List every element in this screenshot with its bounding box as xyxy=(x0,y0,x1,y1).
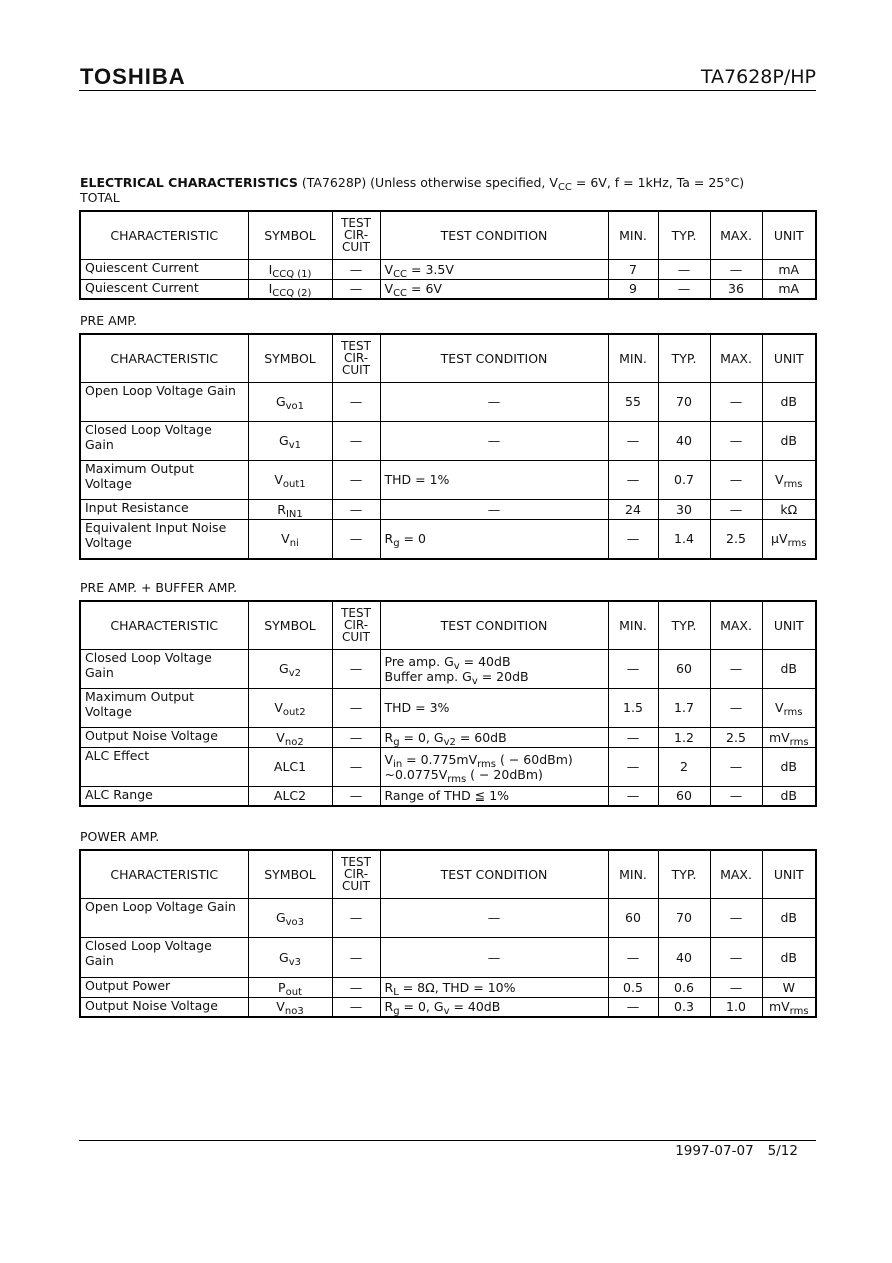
condition-sub: rms xyxy=(447,773,467,785)
test-condition-cell xyxy=(380,460,608,499)
symbol-sub: CCQ (1) xyxy=(272,268,312,280)
unit-sub: rms xyxy=(783,479,803,490)
unit-cell xyxy=(762,977,816,997)
max-cell: — xyxy=(710,382,762,421)
min-cell: 1.5 xyxy=(608,688,658,727)
max-cell: 2.5 xyxy=(710,727,762,747)
test-condition-cell xyxy=(380,499,608,519)
col-header-unit: UNIT xyxy=(762,334,816,382)
col-header-min: MIN. xyxy=(608,211,658,259)
col-header-max: MAX. xyxy=(710,334,762,382)
symbol-sub: no3 xyxy=(284,1006,304,1018)
characteristic-cell: Input Resistance xyxy=(80,499,248,519)
symbol-text: I xyxy=(268,261,273,277)
unit-cell xyxy=(762,898,816,937)
condition-text: — xyxy=(487,501,501,517)
symbol-text: R xyxy=(277,501,286,517)
symbol-sub: no2 xyxy=(284,736,304,748)
characteristic-cell: Output Noise Voltage xyxy=(80,727,248,747)
max-cell: — xyxy=(710,421,762,460)
table-row xyxy=(80,382,816,421)
condition-text: = 3.5V xyxy=(407,261,454,277)
unit-cell xyxy=(762,460,816,499)
min-cell: 55 xyxy=(608,382,658,421)
typ-cell: 30 xyxy=(658,499,710,519)
symbol-text: V xyxy=(281,531,290,547)
table-row xyxy=(80,460,816,499)
section-label-pre-amp: PRE AMP. xyxy=(80,313,137,328)
max-cell: — xyxy=(710,898,762,937)
unit-text: mA xyxy=(778,281,800,297)
symbol-text: V xyxy=(276,729,285,745)
test-circuit-cell: — xyxy=(332,499,380,519)
col-header-typ: TYP. xyxy=(658,601,710,649)
characteristic-cell: Maximum Output Voltage xyxy=(80,460,248,499)
table-total xyxy=(79,210,817,300)
symbol-cell xyxy=(248,460,332,499)
condition-sub: rms xyxy=(477,758,497,770)
condition-text: = 0.775mV xyxy=(402,751,478,767)
typ-cell: 2 xyxy=(658,747,710,786)
symbol-text: P xyxy=(278,979,286,995)
section-intro xyxy=(80,175,744,205)
min-cell: — xyxy=(608,937,658,977)
unit-text: V xyxy=(775,472,784,487)
max-cell: 1.0 xyxy=(710,997,762,1017)
max-cell: — xyxy=(710,649,762,688)
test-condition-cell xyxy=(380,747,608,786)
characteristic-cell: Quiescent Current xyxy=(80,279,248,299)
symbol-cell xyxy=(248,279,332,299)
typ-cell: 60 xyxy=(658,649,710,688)
symbol-text: V xyxy=(276,999,285,1015)
test-circuit-cell: — xyxy=(332,259,380,279)
min-cell: — xyxy=(608,727,658,747)
test-circuit-cell: — xyxy=(332,421,380,460)
test-circuit-cell: — xyxy=(332,786,380,806)
col-header-unit: UNIT xyxy=(762,211,816,259)
condition-sub: g xyxy=(393,736,400,748)
test-condition-cell xyxy=(380,421,608,460)
symbol-sub: ni xyxy=(289,538,299,550)
max-cell: 36 xyxy=(710,279,762,299)
col-header-min: MIN. xyxy=(608,334,658,382)
test-circuit-cell: — xyxy=(332,519,380,559)
condition-sub: CC xyxy=(393,268,408,280)
unit-cell xyxy=(762,382,816,421)
max-cell: — xyxy=(710,460,762,499)
max-cell: — xyxy=(710,937,762,977)
unit-sub: rms xyxy=(783,707,803,718)
test-condition-cell xyxy=(380,382,608,421)
min-cell: — xyxy=(608,519,658,559)
table-row xyxy=(80,499,816,519)
table-row xyxy=(80,421,816,460)
col-header-characteristic: CHARACTERISTIC xyxy=(80,601,248,649)
col-header-unit: UNIT xyxy=(762,601,816,649)
test-condition-cell xyxy=(380,997,608,1017)
min-cell: 60 xyxy=(608,898,658,937)
min-cell: — xyxy=(608,747,658,786)
test-condition-cell xyxy=(380,259,608,279)
condition-text: R xyxy=(384,729,394,745)
col-header-symbol: SYMBOL xyxy=(248,334,332,382)
intro-sub: CC xyxy=(557,182,572,193)
condition-sub: L xyxy=(393,986,399,998)
condition-text: = 0, G xyxy=(399,999,444,1015)
col-header-typ: TYP. xyxy=(658,211,710,259)
col-header-test-condition: TEST CONDITION xyxy=(380,334,608,382)
symbol-cell xyxy=(248,898,332,937)
condition-text: = 6V xyxy=(407,281,442,297)
typ-cell: 0.7 xyxy=(658,460,710,499)
unit-text: dB xyxy=(780,394,797,409)
characteristic-cell: Quiescent Current xyxy=(80,259,248,279)
condition-text: R xyxy=(384,531,394,547)
table-pre-buffer-amp xyxy=(79,600,817,807)
unit-sub: rms xyxy=(789,1006,809,1018)
footer-rule xyxy=(79,1140,816,1141)
section-label-pre-buffer: PRE AMP. + BUFFER AMP. xyxy=(80,580,237,595)
part-number: TA7628P/HP xyxy=(700,66,816,88)
symbol-sub: IN1 xyxy=(285,508,303,520)
condition-text: = 0, G xyxy=(399,729,444,745)
footer-page: 5/12 xyxy=(767,1143,798,1159)
test-condition-cell xyxy=(380,688,608,727)
test-condition-cell xyxy=(380,937,608,977)
col-header-test-circuit: TEST CIR- CUIT xyxy=(332,850,380,898)
table-row xyxy=(80,937,816,977)
symbol-text: G xyxy=(279,433,289,448)
symbol-cell xyxy=(248,382,332,421)
footer xyxy=(661,1143,798,1159)
symbol-cell xyxy=(248,977,332,997)
condition-text: V xyxy=(384,281,394,297)
condition-sub: v xyxy=(471,675,478,687)
col-header-characteristic: CHARACTERISTIC xyxy=(80,211,248,259)
col-header-characteristic: CHARACTERISTIC xyxy=(80,850,248,898)
max-cell: — xyxy=(710,499,762,519)
test-circuit-cell: — xyxy=(332,727,380,747)
symbol-sub: out xyxy=(285,986,302,998)
unit-cell xyxy=(762,997,816,1017)
col-header-test-condition: TEST CONDITION xyxy=(380,211,608,259)
unit-text: dB xyxy=(780,433,797,448)
max-cell: — xyxy=(710,786,762,806)
condition-text: V xyxy=(384,261,394,277)
characteristic-cell: Open Loop Voltage Gain xyxy=(80,898,248,937)
symbol-cell xyxy=(248,421,332,460)
table-row xyxy=(80,519,816,559)
symbol-text: G xyxy=(279,661,289,676)
min-cell: — xyxy=(608,460,658,499)
typ-cell: 1.7 xyxy=(658,688,710,727)
table-row xyxy=(80,649,816,688)
symbol-cell xyxy=(248,519,332,559)
unit-text: mV xyxy=(768,999,790,1015)
condition-text: — xyxy=(487,949,501,965)
unit-text: kΩ xyxy=(780,501,798,517)
unit-cell xyxy=(762,786,816,806)
min-cell: — xyxy=(608,997,658,1017)
characteristic-cell: Closed Loop Voltage Gain xyxy=(80,937,248,977)
symbol-text: ALC2 xyxy=(273,788,307,804)
company-logo: TOSHIBA xyxy=(80,64,186,89)
symbol-sub: out2 xyxy=(282,707,306,718)
typ-cell: — xyxy=(658,279,710,299)
condition-line xyxy=(384,668,604,687)
condition-text: Range of THD ≦ 1% xyxy=(384,788,510,804)
test-circuit-cell: — xyxy=(332,382,380,421)
condition-sub: v xyxy=(453,660,460,672)
test-condition-cell xyxy=(380,898,608,937)
condition-sub: v xyxy=(443,1006,450,1018)
characteristic-cell: ALC Range xyxy=(80,786,248,806)
min-cell: 24 xyxy=(608,499,658,519)
symbol-sub: CCQ (2) xyxy=(272,288,312,300)
col-header-typ: TYP. xyxy=(658,850,710,898)
col-header-symbol: SYMBOL xyxy=(248,211,332,259)
unit-cell xyxy=(762,519,816,559)
test-circuit-cell: — xyxy=(332,279,380,299)
characteristic-cell: Maximum Output Voltage xyxy=(80,688,248,727)
unit-text: dB xyxy=(780,661,797,676)
table-row xyxy=(80,279,816,299)
symbol-sub: out1 xyxy=(282,479,306,490)
test-circuit-cell: — xyxy=(332,688,380,727)
section-label-power-amp: POWER AMP. xyxy=(80,829,160,844)
condition-text: = 0 xyxy=(399,531,426,547)
symbol-sub: v3 xyxy=(288,956,301,968)
col-header-test-condition: TEST CONDITION xyxy=(380,601,608,649)
characteristic-cell: ALC Effect xyxy=(80,747,248,786)
symbol-cell xyxy=(248,688,332,727)
condition-text: — xyxy=(487,433,501,448)
characteristic-cell: Open Loop Voltage Gain xyxy=(80,382,248,421)
col-header-symbol: SYMBOL xyxy=(248,601,332,649)
col-header-max: MAX. xyxy=(710,850,762,898)
typ-cell: 1.2 xyxy=(658,727,710,747)
symbol-text: V xyxy=(274,700,283,715)
unit-cell xyxy=(762,747,816,786)
footer-date: 1997-07-07 xyxy=(675,1143,754,1159)
condition-text: R xyxy=(384,999,394,1015)
typ-cell: 60 xyxy=(658,786,710,806)
unit-text: dB xyxy=(780,910,797,925)
unit-text: V xyxy=(775,700,784,715)
table-row xyxy=(80,259,816,279)
header-rule xyxy=(79,90,816,91)
test-circuit-cell: — xyxy=(332,997,380,1017)
min-cell: — xyxy=(608,786,658,806)
table-pre-amp xyxy=(79,333,817,560)
characteristic-cell: Output Noise Voltage xyxy=(80,997,248,1017)
condition-text: = 40dB xyxy=(459,653,511,669)
unit-cell xyxy=(762,259,816,279)
test-circuit-cell: — xyxy=(332,747,380,786)
characteristic-cell: Closed Loop Voltage Gain xyxy=(80,649,248,688)
symbol-text: G xyxy=(279,949,289,965)
test-condition-cell xyxy=(380,279,608,299)
intro-text: (TA7628P) (Unless otherwise specified, V xyxy=(297,175,558,190)
typ-cell: 1.4 xyxy=(658,519,710,559)
symbol-cell xyxy=(248,997,332,1017)
condition-text: = 60dB xyxy=(455,729,507,745)
condition-sub: g xyxy=(393,1006,400,1018)
condition-text: THD = 1% xyxy=(384,472,450,487)
characteristic-cell: Equivalent Input Noise Voltage xyxy=(80,519,248,559)
unit-text: dB xyxy=(780,759,797,774)
typ-cell: 40 xyxy=(658,421,710,460)
condition-text: = 8Ω, THD = 10% xyxy=(398,979,516,995)
condition-sub: CC xyxy=(393,288,408,300)
symbol-sub: v1 xyxy=(288,440,301,451)
condition-text: ~0.0775V xyxy=(384,766,448,782)
table-power-amp xyxy=(79,849,817,1018)
condition-text: THD = 3% xyxy=(384,700,450,715)
test-circuit-cell: — xyxy=(332,898,380,937)
symbol-text: ALC1 xyxy=(273,759,307,774)
symbol-cell xyxy=(248,937,332,977)
typ-cell: 0.6 xyxy=(658,977,710,997)
test-circuit-cell: — xyxy=(332,649,380,688)
condition-text: — xyxy=(487,394,501,409)
col-header-test-circuit: TEST CIR- CUIT xyxy=(332,334,380,382)
min-cell: 7 xyxy=(608,259,658,279)
test-condition-cell xyxy=(380,727,608,747)
characteristic-cell: Output Power xyxy=(80,977,248,997)
unit-cell xyxy=(762,727,816,747)
unit-text: μV xyxy=(771,531,788,547)
condition-text: Buffer amp. G xyxy=(384,668,472,684)
max-cell: — xyxy=(710,688,762,727)
symbol-text: I xyxy=(268,281,273,297)
condition-sub: in xyxy=(393,758,403,770)
symbol-text: G xyxy=(275,910,286,925)
condition-text: = 40dB xyxy=(449,999,501,1015)
col-header-symbol: SYMBOL xyxy=(248,850,332,898)
table-row xyxy=(80,898,816,937)
condition-text: = 20dB xyxy=(477,668,529,684)
table-row xyxy=(80,977,816,997)
condition-sub: v2 xyxy=(443,736,456,748)
col-header-typ: TYP. xyxy=(658,334,710,382)
unit-cell xyxy=(762,279,816,299)
header-row xyxy=(80,601,816,649)
header-row xyxy=(80,850,816,898)
unit-cell xyxy=(762,649,816,688)
min-cell: 9 xyxy=(608,279,658,299)
max-cell: — xyxy=(710,977,762,997)
test-condition-cell xyxy=(380,786,608,806)
unit-text: dB xyxy=(780,949,797,965)
condition-sub: g xyxy=(393,538,400,550)
col-header-max: MAX. xyxy=(710,211,762,259)
unit-cell xyxy=(762,937,816,977)
min-cell: — xyxy=(608,421,658,460)
col-header-min: MIN. xyxy=(608,850,658,898)
col-header-min: MIN. xyxy=(608,601,658,649)
condition-line xyxy=(384,766,604,785)
unit-text: W xyxy=(782,979,795,995)
symbol-sub: v2 xyxy=(288,668,301,679)
condition-line xyxy=(384,653,604,672)
condition-text: — xyxy=(487,910,501,925)
col-header-characteristic: CHARACTERISTIC xyxy=(80,334,248,382)
header-row xyxy=(80,211,816,259)
unit-cell xyxy=(762,499,816,519)
test-condition-cell xyxy=(380,519,608,559)
symbol-cell xyxy=(248,649,332,688)
condition-text: R xyxy=(384,979,394,995)
test-condition-cell xyxy=(380,977,608,997)
typ-cell: 70 xyxy=(658,898,710,937)
min-cell: — xyxy=(608,649,658,688)
intro-tail: = 6V, f = 1kHz, Ta = 25°C) xyxy=(571,175,745,190)
characteristic-cell: Closed Loop Voltage Gain xyxy=(80,421,248,460)
table-row xyxy=(80,786,816,806)
table-row xyxy=(80,688,816,727)
symbol-sub: vo3 xyxy=(285,917,305,928)
condition-text: Pre amp. G xyxy=(384,653,454,669)
test-circuit-cell: — xyxy=(332,937,380,977)
table-row xyxy=(80,747,816,786)
condition-line xyxy=(384,751,604,770)
min-cell: 0.5 xyxy=(608,977,658,997)
unit-text: dB xyxy=(780,788,797,804)
max-cell: — xyxy=(710,747,762,786)
section-label-total: TOTAL xyxy=(80,190,120,205)
col-header-test-circuit: TEST CIR- CUIT xyxy=(332,601,380,649)
condition-text: ( − 60dBm) xyxy=(496,751,573,767)
test-circuit-cell: — xyxy=(332,977,380,997)
unit-sub: rms xyxy=(789,736,809,748)
unit-cell xyxy=(762,688,816,727)
max-cell: 2.5 xyxy=(710,519,762,559)
unit-sub: rms xyxy=(787,538,807,550)
symbol-text: V xyxy=(274,472,283,487)
header-row xyxy=(80,334,816,382)
symbol-text: G xyxy=(275,394,286,409)
typ-cell: 40 xyxy=(658,937,710,977)
max-cell: — xyxy=(710,259,762,279)
test-circuit-cell: — xyxy=(332,460,380,499)
symbol-cell xyxy=(248,727,332,747)
typ-cell: 0.3 xyxy=(658,997,710,1017)
typ-cell: 70 xyxy=(658,382,710,421)
condition-text: V xyxy=(384,751,394,767)
condition-text: ( − 20dBm) xyxy=(466,766,543,782)
symbol-cell xyxy=(248,499,332,519)
table-row xyxy=(80,997,816,1017)
test-condition-cell xyxy=(380,649,608,688)
col-header-test-circuit: TEST CIR- CUIT xyxy=(332,211,380,259)
symbol-cell xyxy=(248,786,332,806)
unit-cell xyxy=(762,421,816,460)
symbol-cell xyxy=(248,747,332,786)
col-header-unit: UNIT xyxy=(762,850,816,898)
symbol-sub: vo1 xyxy=(285,401,305,412)
unit-text: mA xyxy=(778,261,800,277)
unit-text: mV xyxy=(768,729,790,745)
typ-cell: — xyxy=(658,259,710,279)
table-row xyxy=(80,727,816,747)
symbol-cell xyxy=(248,259,332,279)
col-header-test-condition: TEST CONDITION xyxy=(380,850,608,898)
intro-title: ELECTRICAL CHARACTERISTICS xyxy=(80,175,298,190)
col-header-max: MAX. xyxy=(710,601,762,649)
